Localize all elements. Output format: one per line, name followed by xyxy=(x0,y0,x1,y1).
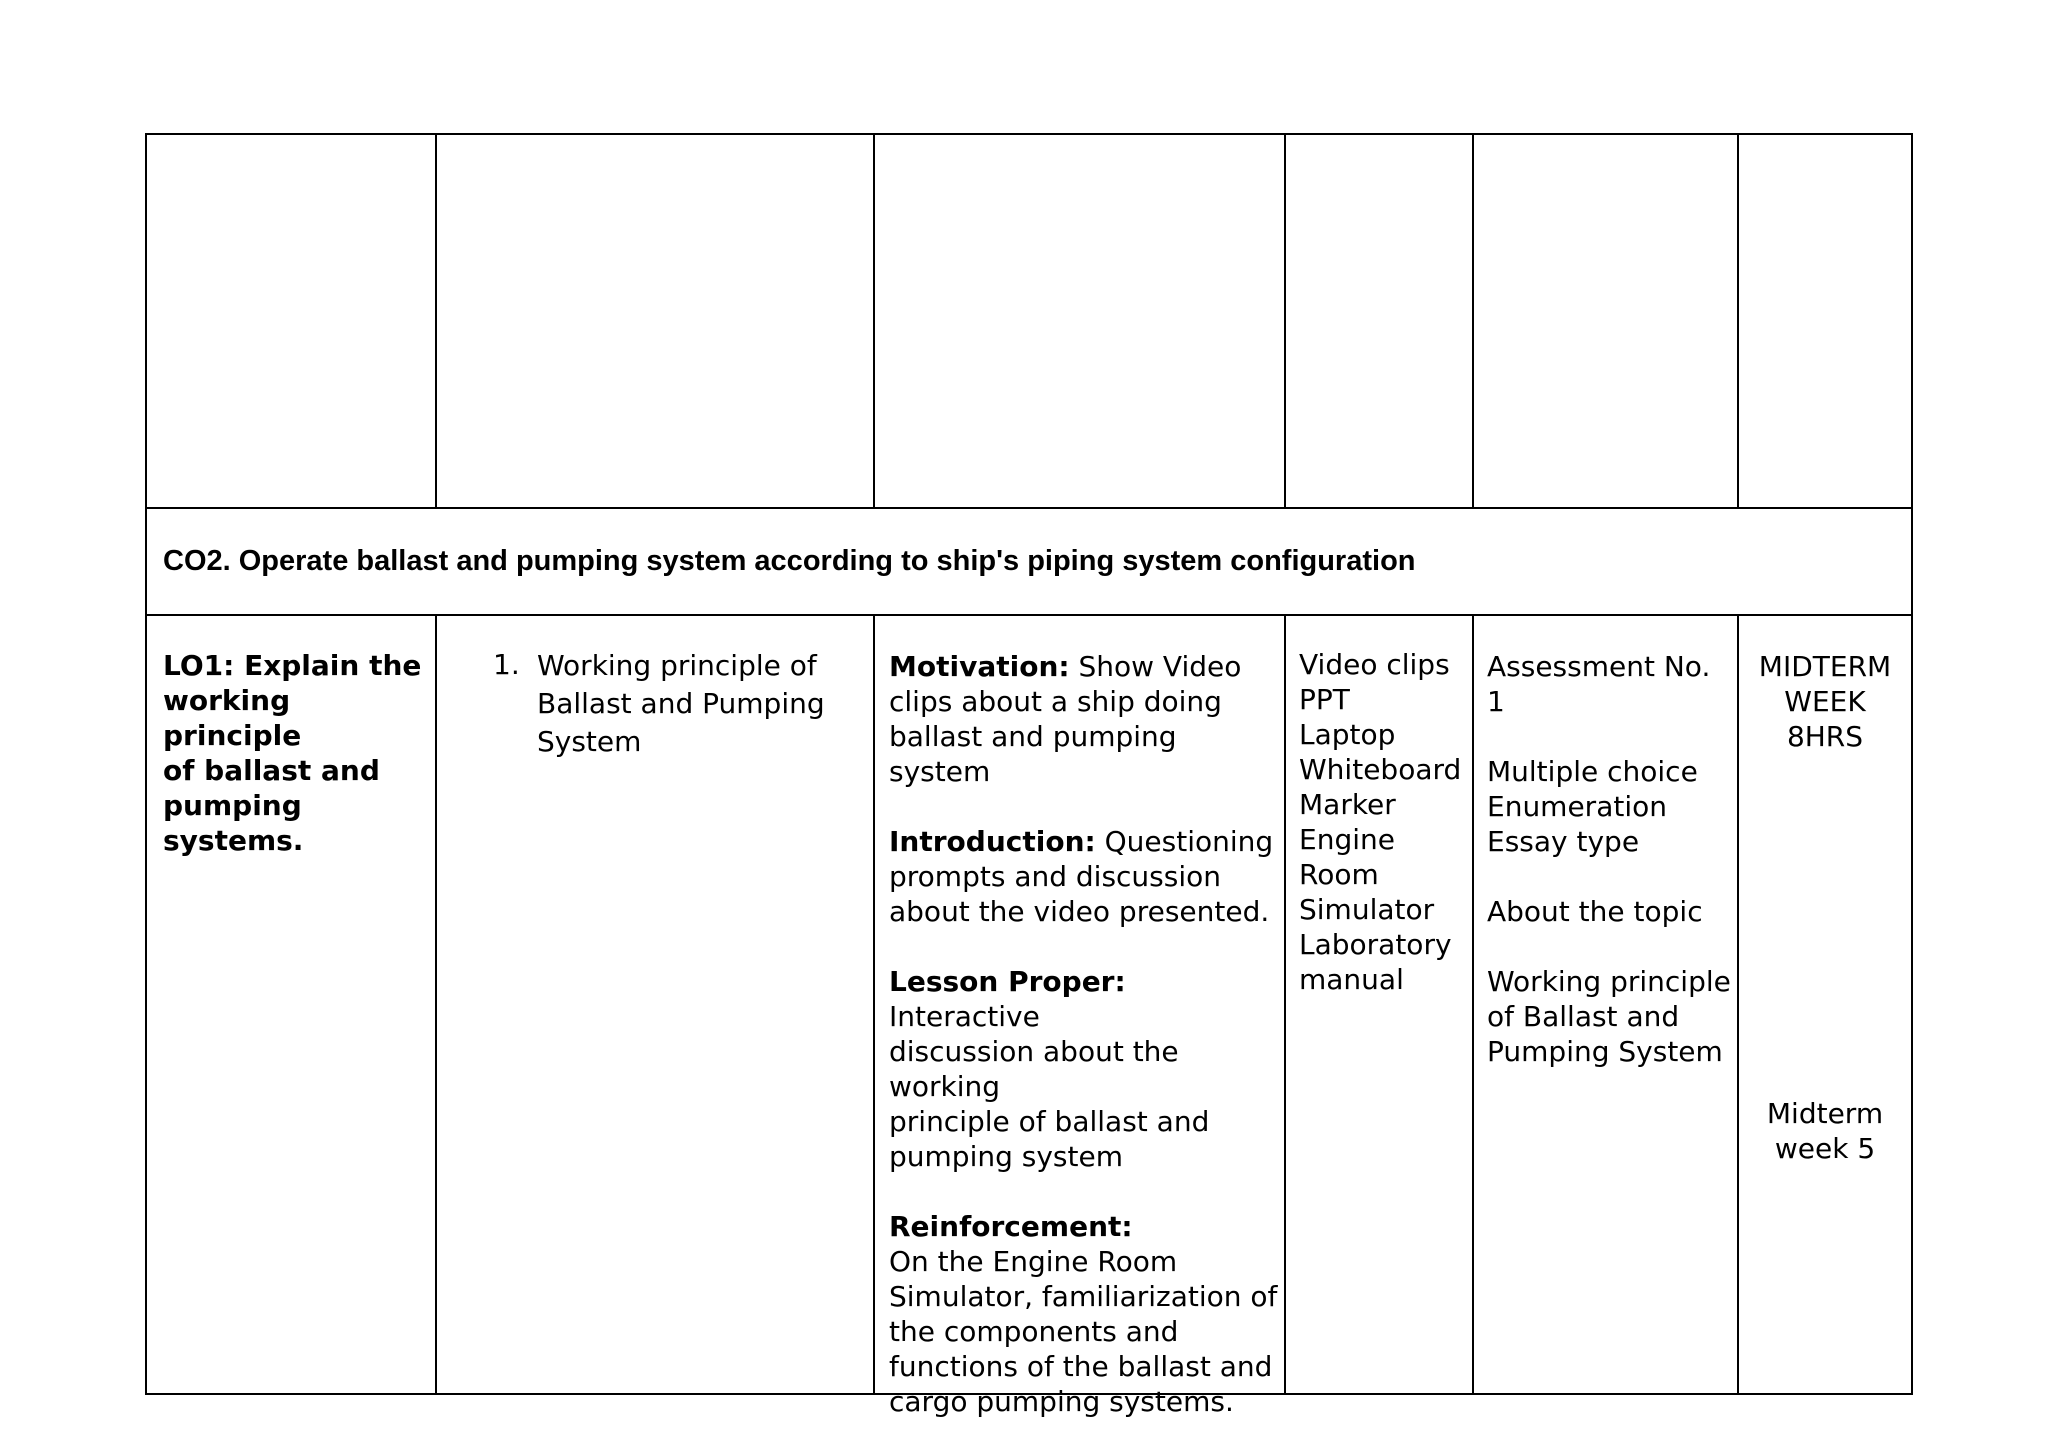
activity-label: Lesson Proper: xyxy=(889,965,1126,998)
topics-cell xyxy=(437,616,875,1393)
assessment-topic: of Ballast and xyxy=(1487,1000,1680,1033)
material-item: PPT xyxy=(1299,683,1350,716)
material-item: Room xyxy=(1299,858,1379,891)
activity-label: Reinforcement: xyxy=(889,1210,1133,1243)
activity-text: cargo pumping systems. xyxy=(889,1385,1234,1418)
empty-cell xyxy=(1739,135,1911,507)
course-outcome: CO2. Operate ballast and pumping system according to ship's piping system configuration xyxy=(163,545,1416,577)
activity-text: ballast and pumping system xyxy=(889,720,1177,788)
activity-motivation xyxy=(889,649,1279,789)
empty-row xyxy=(147,135,1911,509)
activity-text: Interactive xyxy=(889,1000,1040,1033)
lo-line: of ballast and xyxy=(163,754,380,787)
learning-outcome-cell xyxy=(147,616,437,1393)
lo-line: working principle xyxy=(163,684,302,752)
activities-cell xyxy=(875,616,1286,1418)
assessment-type: Essay type xyxy=(1487,825,1640,858)
material-item: Laptop xyxy=(1299,718,1396,751)
activity-reinforcement xyxy=(889,1209,1279,1419)
material-item: Marker xyxy=(1299,788,1396,821)
topic-item xyxy=(537,647,857,761)
time-line: Midterm xyxy=(1766,1097,1884,1130)
lo-line: LO1: Explain the xyxy=(163,649,422,682)
topic-line: System xyxy=(537,725,642,758)
materials-list xyxy=(1299,647,1469,997)
activity-text: discussion about the working xyxy=(889,1035,1179,1103)
activity-text: prompts and discussion xyxy=(889,860,1222,893)
activity-text: the components and xyxy=(889,1315,1179,1348)
time-week xyxy=(1739,1096,1911,1166)
empty-cell xyxy=(1286,135,1474,507)
learning-outcome-title xyxy=(163,648,433,858)
empty-cell xyxy=(875,135,1286,507)
assessment-title: Assessment No. 1 xyxy=(1487,650,1711,718)
time-line: week 5 xyxy=(1774,1132,1876,1165)
time-line: WEEK xyxy=(1784,685,1866,718)
time-line: 8HRS xyxy=(1786,720,1864,753)
material-item: Simulator xyxy=(1299,893,1435,926)
topic-line: Ballast and Pumping xyxy=(537,687,825,720)
activity-text: Show Video xyxy=(1069,650,1242,683)
activity-label: Introduction: xyxy=(889,825,1096,858)
material-item: Laboratory xyxy=(1299,928,1452,961)
assessment-cell xyxy=(1474,616,1739,1393)
activity-text: Simulator, familiarization of xyxy=(889,1280,1278,1313)
material-item: manual xyxy=(1299,963,1404,996)
syllabus-table xyxy=(145,133,1913,1418)
activity-introduction xyxy=(889,824,1279,929)
lo-line: pumping xyxy=(163,789,302,822)
activity-text: pumping system xyxy=(889,1140,1123,1173)
empty-cell xyxy=(147,135,437,507)
empty-cell xyxy=(1474,135,1739,507)
activity-text: On the Engine Room xyxy=(889,1245,1178,1278)
activity-text: functions of the ballast and xyxy=(889,1350,1273,1383)
assessment-type: Enumeration xyxy=(1487,790,1667,823)
material-item: Whiteboard xyxy=(1299,753,1462,786)
topic-number: 1. xyxy=(493,648,520,681)
topic-line: Working principle of xyxy=(537,649,817,682)
activity-label: Motivation: xyxy=(889,650,1070,683)
lo-line: systems. xyxy=(163,824,304,857)
time-line: MIDTERM xyxy=(1758,650,1892,683)
activity-lesson-proper xyxy=(889,964,1279,1174)
time-period xyxy=(1739,649,1911,754)
activities-list xyxy=(889,649,1279,1454)
assessment-type: Multiple choice xyxy=(1487,755,1698,788)
material-item: Video clips xyxy=(1299,648,1450,681)
assessment-about: About the topic xyxy=(1487,895,1703,928)
assessment-topic: Pumping System xyxy=(1487,1035,1723,1068)
empty-cell xyxy=(437,135,875,507)
material-item: Engine xyxy=(1299,823,1395,856)
time-frame-cell xyxy=(1739,616,1911,1393)
activity-text: Questioning xyxy=(1095,825,1274,858)
course-outcome-row xyxy=(147,509,1911,616)
learning-outcome-row xyxy=(147,616,1911,1418)
materials-cell xyxy=(1286,616,1474,1393)
activity-text: about the video presented. xyxy=(889,895,1270,928)
assessment-block xyxy=(1487,649,1732,1069)
assessment-topic: Working principle xyxy=(1487,965,1731,998)
activity-text: clips about a ship doing xyxy=(889,685,1222,718)
activity-text: principle of ballast and xyxy=(889,1105,1210,1138)
